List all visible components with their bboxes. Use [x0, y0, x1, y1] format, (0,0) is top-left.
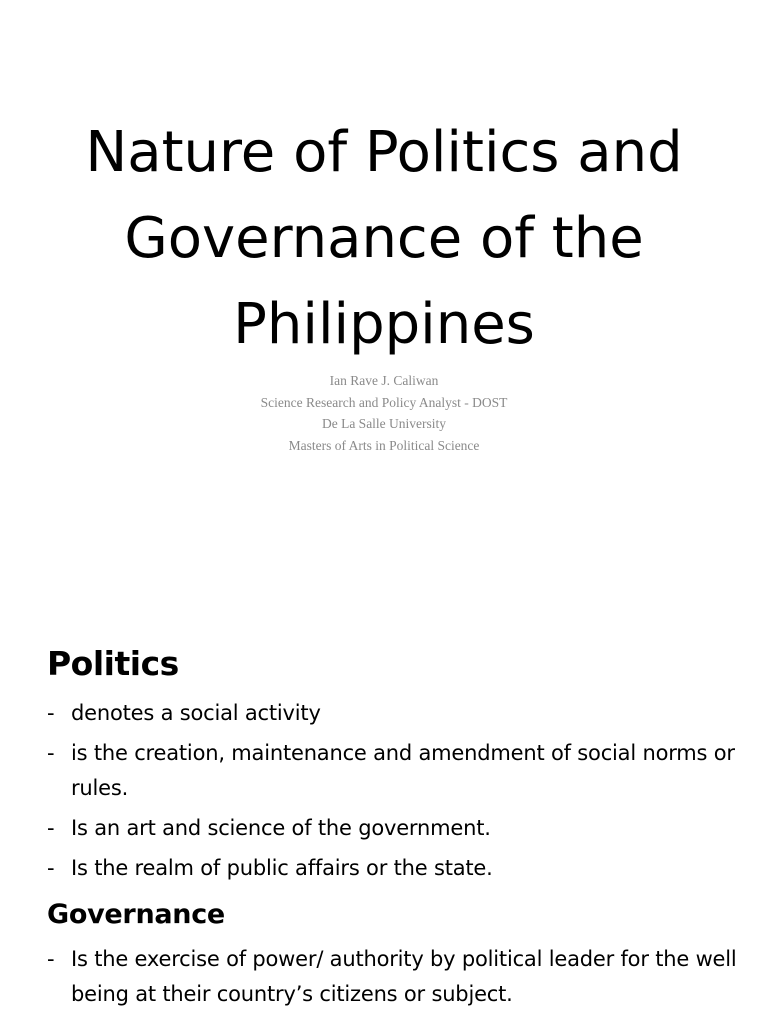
bullet-dash: -: [47, 701, 55, 725]
bullet-dash: -: [47, 856, 55, 880]
list-item: [47, 696, 737, 731]
list-item: [47, 942, 737, 1012]
content-slide: [0, 576, 768, 1024]
bullet-dash: -: [47, 947, 55, 971]
author-name: Ian Rave J. Caliwan: [329, 373, 439, 388]
author-degree: Masters of Arts in Political Science: [288, 437, 480, 453]
slide-title: [0, 110, 768, 368]
list-item: [47, 811, 737, 846]
politics-bullet-list: [47, 696, 737, 891]
bullet-dash: -: [47, 816, 55, 840]
title-line: Nature of Politics and: [85, 120, 683, 185]
bullet-text: denotes a social activity: [71, 701, 321, 725]
title-line: Philippines: [233, 292, 535, 357]
list-item: [47, 851, 737, 886]
politics-heading: Politics: [47, 644, 179, 683]
bullet-text: Is the exercise of power/ authority by political leader for the well being at their country’s citizens or subject.: [71, 947, 737, 1006]
author-university: De La Salle University: [321, 416, 447, 431]
governance-heading: Governance: [47, 899, 225, 930]
bullet-text: Is an art and science of the government.: [71, 816, 491, 840]
author-position: Science Research and Policy Analyst - DOST: [260, 394, 508, 410]
title-line: Governance of the: [124, 206, 644, 271]
governance-bullet-list: [47, 942, 737, 1017]
bullet-dash: -: [47, 741, 55, 765]
bullet-text: Is the realm of public affairs or the state.: [71, 856, 493, 880]
author-credits: [0, 370, 768, 456]
bullet-text: is the creation, maintenance and amendment of social norms or rules.: [71, 741, 735, 800]
list-item: [47, 736, 737, 806]
